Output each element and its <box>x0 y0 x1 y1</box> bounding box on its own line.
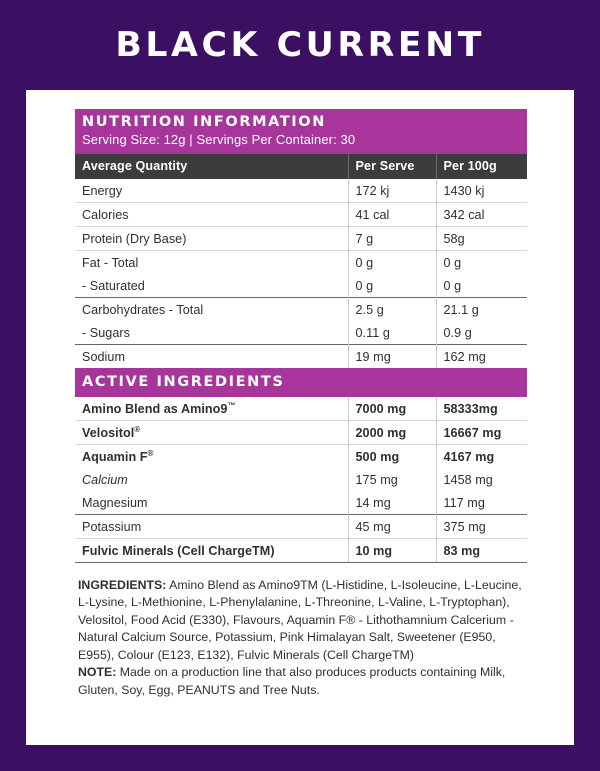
active-row-label: Aquamin F® <box>75 445 348 469</box>
note-heading: NOTE: <box>78 665 117 680</box>
nutrition-row-label: Protein (Dry Base) <box>75 227 348 251</box>
active-band-cell <box>75 368 527 397</box>
table-row <box>75 397 527 421</box>
table-row <box>75 468 527 491</box>
active-row-label: Velositol® <box>75 421 348 445</box>
active-row-per-100g: 16667 mg <box>436 421 527 445</box>
active-row-per-100g: 58333mg <box>436 397 527 421</box>
active-row-per-serve: 45 mg <box>348 515 436 539</box>
table-row <box>75 421 527 445</box>
active-row-per-100g: 1458 mg <box>436 468 527 491</box>
nutrition-row-per-serve: 172 kj <box>348 179 436 203</box>
nutrition-row-per-serve: 0 g <box>348 251 436 275</box>
table-row <box>75 227 527 251</box>
trademark-symbol: ™ <box>227 400 236 410</box>
col-header-average-quantity: Average Quantity <box>75 154 348 179</box>
table-row <box>75 321 527 345</box>
table-row <box>75 491 527 515</box>
nutrition-row-per-100g: 0.9 g <box>436 321 527 345</box>
active-ingredient-rows <box>75 397 527 562</box>
nutrition-rows <box>75 179 527 368</box>
trademark-symbol: ® <box>134 424 141 434</box>
nutrition-table-body <box>75 109 527 179</box>
trademark-symbol: ® <box>147 448 154 458</box>
nutrition-band-cell <box>75 109 527 154</box>
nutrition-row-per-serve: 41 cal <box>348 203 436 227</box>
table-row <box>75 203 527 227</box>
table-row <box>75 274 527 298</box>
active-row-per-serve: 7000 mg <box>348 397 436 421</box>
nutrition-row-per-serve: 0 g <box>348 274 436 298</box>
active-row-per-100g: 117 mg <box>436 491 527 515</box>
label-card <box>26 90 574 745</box>
active-row-label: Fulvic Minerals (Cell ChargeTM) <box>75 539 348 563</box>
active-row-per-100g: 4167 mg <box>436 445 527 469</box>
active-ingredients-header <box>75 368 527 397</box>
nutrition-column-header-row <box>75 154 527 179</box>
table-row <box>75 445 527 469</box>
footer-text <box>78 577 526 699</box>
active-row-per-serve: 10 mg <box>348 539 436 563</box>
active-ingredients-band <box>75 368 527 397</box>
nutrition-row-label: Energy <box>75 179 348 203</box>
active-row-label: Calcium <box>75 468 348 491</box>
active-row-per-serve: 14 mg <box>348 491 436 515</box>
col-header-per-100g: Per 100g <box>436 154 527 179</box>
table-row <box>75 345 527 369</box>
nutrition-information-band <box>75 109 527 154</box>
table-row <box>75 539 527 563</box>
page-title: BLACK CURRENT <box>115 25 485 65</box>
nutrition-row-per-100g: 162 mg <box>436 345 527 369</box>
active-row-label: Potassium <box>75 515 348 539</box>
nutrition-row-label: - Sugars <box>75 321 348 345</box>
table-row <box>75 179 527 203</box>
product-title-bar <box>0 0 600 90</box>
nutrition-row-per-serve: 0.11 g <box>348 321 436 345</box>
serving-info: Serving Size: 12g | Servings Per Container: 30 <box>82 132 356 148</box>
note-paragraph <box>78 664 526 699</box>
active-row-per-serve: 500 mg <box>348 445 436 469</box>
active-ingredients-heading: ACTIVE INGREDIENTS <box>82 374 285 391</box>
nutrition-heading: NUTRITION INFORMATION <box>82 114 326 130</box>
nutrition-row-label: - Saturated <box>75 274 348 298</box>
note-body: Made on a production line that also produces products containing Milk, Gluten, Soy, Egg, PEANUTS and Tree Nuts. <box>78 665 506 697</box>
nutrition-row-per-100g: 58g <box>436 227 527 251</box>
table-row <box>75 251 527 275</box>
table-bottom-rule <box>75 562 527 563</box>
ingredients-paragraph <box>78 577 526 664</box>
nutrition-row-label: Fat - Total <box>75 251 348 275</box>
active-row-per-serve: 175 mg <box>348 468 436 491</box>
nutrition-row-per-serve: 19 mg <box>348 345 436 369</box>
nutrition-table-wrap <box>75 109 527 563</box>
nutrition-row-per-100g: 1430 kj <box>436 179 527 203</box>
nutrition-row-per-100g: 342 cal <box>436 203 527 227</box>
active-row-per-100g: 375 mg <box>436 515 527 539</box>
nutrition-row-per-serve: 7 g <box>348 227 436 251</box>
table-row <box>75 515 527 539</box>
nutrition-row-per-100g: 0 g <box>436 251 527 275</box>
nutrition-row-label: Sodium <box>75 345 348 369</box>
active-row-per-serve: 2000 mg <box>348 421 436 445</box>
nutrition-row-per-100g: 21.1 g <box>436 298 527 322</box>
col-header-per-serve: Per Serve <box>348 154 436 179</box>
active-row-label: Magnesium <box>75 491 348 515</box>
nutrition-row-per-100g: 0 g <box>436 274 527 298</box>
ingredients-body: Amino Blend as Amino9TM (L-Histidine, L-Isoleucine, L-Leucine, L-Lysine, L-Methionine, L-Phenylalanine, L-Threonine, L-Valine, L-Tryptophan), Velositol, Food Acid (E330), Flavours, Aquamin F® - Lithothamnium Calcerium - Natural Calcium Source, Potassium, Pink Himalayan Salt, Sweetener (E950, E955), Colour (E123, E132), Fulvic Minerals (Cell ChargeTM) <box>78 578 522 662</box>
nutrition-row-label: Carbohydrates - Total <box>75 298 348 322</box>
ingredients-heading: INGREDIENTS: <box>78 578 167 592</box>
nutrition-row-per-serve: 2.5 g <box>348 298 436 322</box>
active-row-label: Amino Blend as Amino9™ <box>75 397 348 421</box>
active-row-per-100g: 83 mg <box>436 539 527 563</box>
nutrition-table <box>75 109 527 562</box>
nutrition-row-label: Calories <box>75 203 348 227</box>
table-row <box>75 298 527 322</box>
